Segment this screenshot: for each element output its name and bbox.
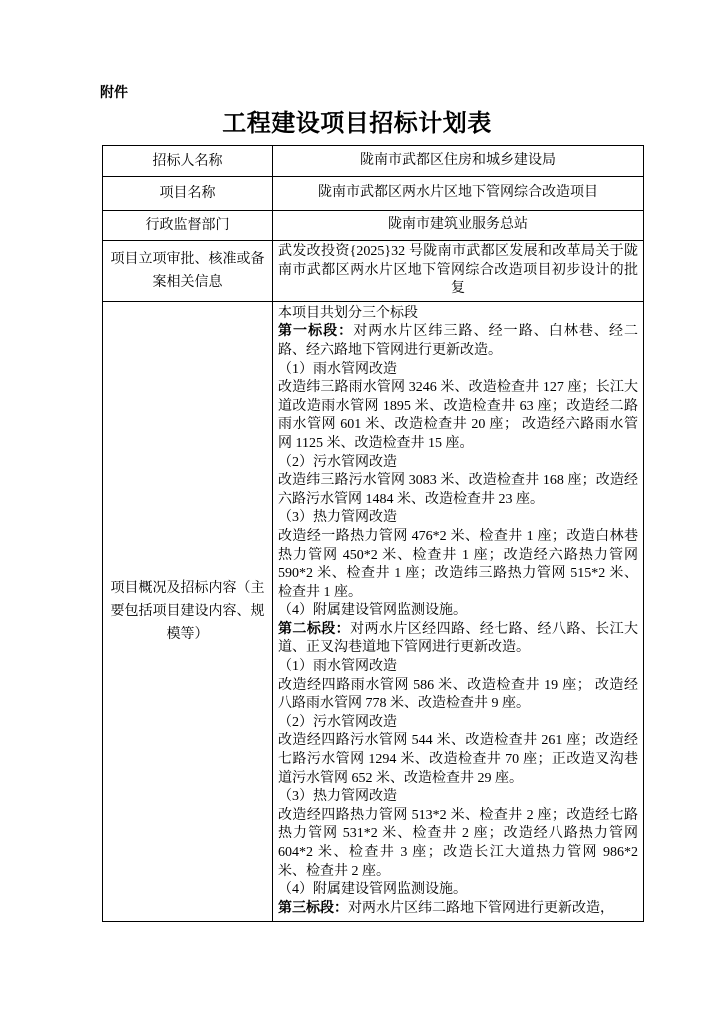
tender-plan-table: [102, 145, 644, 922]
overview-paragraph: 改造经四路热力管网 513*2 米、检查井 2 座；改造经七路热力管网 531*2 米、检查井 2 座；改造经八路热力管网 604*2 米、检查井 3 座；改造长江大道热力管网 986*2 米、检查井 2 座。: [278, 807, 638, 879]
bid-section-heading: 第三标段：: [278, 900, 348, 916]
overview-paragraph: （4）附属建设管网监测设施。: [278, 603, 467, 619]
table-row-tenderer: [103, 146, 644, 177]
overview-paragraph: 第一标段：对两水片区纬三路、经一路、白林巷、经二路、经六路地下管网进行更新改造。: [278, 324, 639, 358]
table-row-project-name: [103, 177, 644, 211]
project-overview-content: [273, 301, 644, 922]
overview-paragraph: （4）附属建设管网监测设施。: [278, 882, 467, 898]
approval-info-value: 武发改投资{2025}32 号陇南市武都区发展和改革局关于陇南市武都区两水片区地下管网综合改造项目初步设计的批复: [273, 241, 644, 302]
overview-paragraph: （1）雨水管网改造: [278, 659, 397, 675]
supervision-dept-value: 陇南市建筑业服务总站: [273, 211, 644, 241]
overview-paragraph: 改造纬三路污水管网 3083 米、改造检查井 168 座；改造经六路污水管网 1484 米、改造检查井 23 座。: [278, 473, 638, 507]
overview-paragraph: （3）热力管网改造: [278, 789, 397, 805]
overview-paragraph: 改造经四路污水管网 544 米、改造检查井 261 座；改造经七路污水管网 1294 米、改造检查井 70 座；正改造叉沟巷道污水管网 652 米、改造检查井 29 座。: [278, 733, 638, 786]
project-overview-label: 项目概况及招标内容（主要包括项目建设内容、规模等）: [103, 301, 273, 922]
bid-section-heading: 第一标段：: [278, 324, 354, 340]
table-row-approval-info: [103, 241, 644, 302]
overview-paragraph: 第三标段：对两水片区纬二路地下管网进行更新改造，: [278, 900, 614, 916]
page-title: 工程建设项目招标计划表: [222, 109, 492, 137]
overview-paragraph: 改造经一路热力管网 476*2 米、检查井 1 座；改造白林巷热力管网 450*2 米、检查井 1 座；改造经六路热力管网 590*2 米、检查井 1 座；改造纬三路热力管网 515*2 米、检查井 1 座。: [278, 528, 638, 600]
tenderer-name-label: 招标人名称: [103, 146, 273, 177]
project-name-label: 项目名称: [103, 177, 273, 211]
overview-paragraph: （2）污水管网改造: [278, 454, 397, 470]
approval-info-label: 项目立项审批、核准或备案相关信息: [103, 241, 273, 302]
overview-paragraph: （3）热力管网改造: [278, 510, 397, 526]
overview-paragraph: （2）污水管网改造: [278, 714, 397, 730]
overview-paragraph: （1）雨水管网改造: [278, 361, 397, 377]
bid-section-heading: 第二标段：: [278, 621, 351, 637]
attachment-label: 附件: [100, 85, 128, 101]
overview-paragraph: 第二标段：对两水片区经四路、经七路、经八路、长江大道、正叉沟巷道地下管网进行更新改造。: [278, 621, 639, 656]
tenderer-name-value: 陇南市武都区住房和城乡建设局: [273, 146, 644, 177]
overview-paragraph: 本项目共划分三个标段: [278, 305, 418, 321]
overview-paragraph: 改造纬三路雨水管网 3246 米、改造检查井 127 座；长江大道改造雨水管网 1895 米、改造检查井 63 座；改造经二路雨水管网 601 米、改造检查井 20 座； 改造经六路雨水管网 1125 米、改造检查井 15 座。: [278, 380, 638, 451]
table-row-project-overview: [103, 301, 644, 922]
table-row-supervision-dept: [103, 211, 644, 241]
supervision-dept-label: 行政监督部门: [103, 211, 273, 241]
project-name-value: 陇南市武都区两水片区地下管网综合改造项目: [273, 177, 644, 211]
overview-paragraph: 改造经四路雨水管网 586 米、改造检查井 19 座； 改造经八路雨水管网 778 米、改造检查井 9 座。: [278, 677, 638, 712]
